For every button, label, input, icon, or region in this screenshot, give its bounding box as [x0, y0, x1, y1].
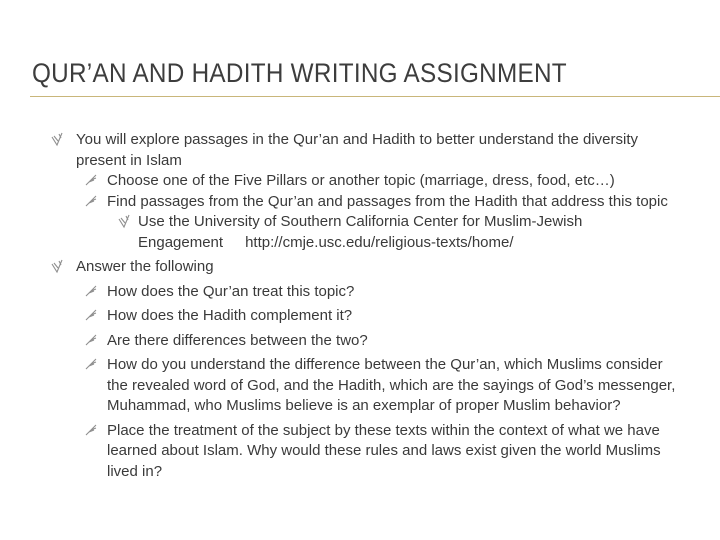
slide-body — [0, 130, 720, 482]
title-underline — [30, 96, 720, 97]
question-text: Are there differences between the two? — [107, 331, 368, 349]
question-item — [0, 331, 720, 352]
question-text: Place the treatment of the subject by these texts within the context of what we have learned about Islam. Why would these rules and laws exist given the world Muslims lived in? — [107, 421, 661, 480]
usc-center-link[interactable]: http://cmje.usc.edu/religious-texts/home/ — [245, 233, 514, 251]
dingbat-bullet-icon — [50, 257, 64, 275]
quill-bullet-icon — [84, 421, 98, 439]
sub-bullet-find — [0, 192, 720, 213]
dingbat-bullet-icon — [117, 212, 131, 230]
dingbat-bullet-icon — [50, 130, 64, 148]
sub-bullet-choose-text: Choose one of the Five Pillars or another topic (marriage, dress, food, etc…) — [107, 172, 615, 189]
question-text: How do you understand the difference between the Qur’an, which Muslims consider the revealed word of God, and the Hadith, which are the sayings of God’s messenger, Muhammad, who Muslims believe is an exemplar of proper Muslim behavior? — [107, 356, 676, 414]
sub-sub-bullet-usc — [0, 212, 720, 253]
question-item — [0, 306, 720, 327]
quill-bullet-icon — [84, 192, 98, 210]
quill-bullet-icon — [84, 355, 98, 373]
bullet-explore-text: You will explore passages in the Qur’an and Hadith to better understand the diversity present in Islam — [76, 131, 639, 169]
bullet-answer-text: Answer the following — [76, 258, 214, 275]
slide-title: QUR’AN AND HADITH WRITING ASSIGNMENT — [32, 58, 567, 88]
question-item — [0, 421, 720, 483]
quill-bullet-icon — [84, 331, 98, 349]
sub-bullet-choose — [0, 171, 720, 192]
bullet-explore — [0, 130, 720, 171]
question-text: How does the Hadith complement it? — [107, 307, 353, 324]
question-item — [0, 282, 720, 303]
quill-bullet-icon — [84, 171, 98, 189]
bullet-answer — [0, 257, 720, 278]
quill-bullet-icon — [84, 282, 98, 300]
question-item — [0, 355, 720, 417]
usc-center-text: Use the University of Southern California Center for Muslim-Jewish Engagement — [138, 213, 583, 251]
sub-bullet-find-text: Find passages from the Qur’an and passages from the Hadith that address this topic — [107, 192, 668, 210]
question-text: How does the Qur’an treat this topic? — [107, 282, 355, 300]
quill-bullet-icon — [84, 306, 98, 324]
